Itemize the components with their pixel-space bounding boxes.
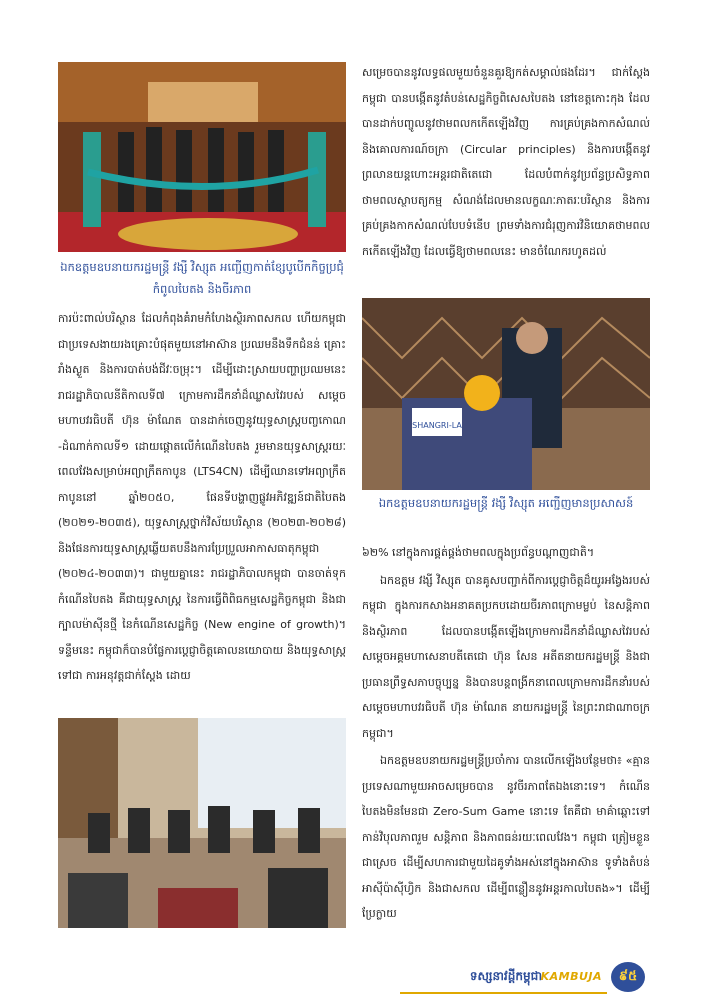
page-number: ៩៥ (611, 962, 645, 992)
page-footer (0, 960, 707, 1000)
ribbon-cutting-photo (58, 62, 346, 252)
magazine-title: ទស្សនាវដ្ដីកម្ពុជា (469, 969, 542, 983)
right-paragraph-1: ៦២% នៅក្នុងការផ្គត់ផ្គង់ថាមពលក្នុងប្រព័ន្ធបណ្ដាញជាតិ។ (362, 546, 595, 559)
footer-divider (400, 992, 607, 994)
photo1-caption: ឯកឧត្តមឧបនាយករដ្ឋមន្ត្រី វង្សី វិស្សុត អញ្ជើញកាត់ខ្សែបូបើកកិច្ចប្រជុំកំពូលបៃតង និងចីរភាព (60, 260, 344, 296)
right-column-top-text (362, 60, 650, 292)
magazine-brand: KAMBUJA (540, 970, 602, 983)
left-column-text (58, 306, 346, 710)
meeting-photo (58, 718, 346, 928)
svg-text:SHANGRI-LA: SHANGRI-LA (412, 421, 462, 430)
right-paragraph-2: ឯកឧត្តម វង្សី វិស្សុត បានគូសបញ្ជាក់ពីការប្ដេជ្ញាចិត្តដ៏យូរអង្វែងរបស់កម្ពុជា ក្នុងការកសាងអនាគតប្រកបដោយចីរភាពក្រោមម្លប់ នៃសន្តិភាព និងស្ថិរភាព ដែលបានបង្កើតឡើងក្រោមការដឹកនាំដ៏ឈ្លាសវៃរបស់ សម្ដេចអគ្គមហាសេនាបតីតេជោ ហ៊ុន សែន អតីតនាយករដ្ឋមន្ត្រី និងជាប្រធានព្រឹទ្ធសភាបច្ចុប្បន្ន និងបានបន្តពង្រីកនាពេលក្រោមការដឹកនាំរបស់ សម្ដេចមហាបវរធិបតី ហ៊ុន ម៉ាណែត នាយករដ្ឋមន្ត្រី នៃព្រះរាជាណាចក្រកម្ពុជា។ (362, 573, 650, 740)
photo2-caption: ឯកឧត្តមឧបនាយករដ្ឋមន្ត្រី វង្សី វិស្សុត អញ្ជើញមានប្រសាសន៍ (378, 496, 634, 510)
left-paragraph: ការប៉ះពាល់បរិស្ថាន ដែលកំពុងគំរាមកំហែងស្ថិរភាពសកល ហើយកម្ពុជា ជាប្រទេសងាយរងគ្រោះបំផុតមួយនៅអាស៊ាន ប្រឈមនឹងទឹកជំនន់ គ្រោះរាំងស្ងួត និងការបាត់បង់ជីវៈចម្រុះ។ ដើម្បីដោះស្រាយបញ្ហាប្រឈមនេះ រាជរដ្ឋាភិបាលនីតិកាលទី៧ ក្រោមការដឹកនាំដ៏ឈ្លាសវៃរបស់ សម្ដេចមហាបវរធិបតី ហ៊ុន ម៉ាណែត បានដាក់ចេញនូវយុទ្ធសាស្ត្របញ្ចកោណ -ដំណាក់កាលទី១ ដោយផ្ដោតលើកំណើនបៃតង រួមមានយុទ្ធសាស្ត្ររយៈពេលវែងសម្រាប់អព្យាក្រឹតកាបូន (LTS4CN) ដើម្បីឈានទៅអព្យាក្រឹតកាបូននៅ ឆ្នាំ២០៥០, ផែនទីបង្ហាញផ្លូវអភិវឌ្ឍន៍ជាតិបៃតង (២០២១-២០៣៥), យុទ្ធសាស្ត្រថ្នាក់វិស័យបរិស្ថាន (២០២៣-២០២៨) និងផែនការយុទ្ធសាស្ត្រឆ្លើយតបនឹងការប្រែប្រួលអាកាសធាតុកម្ពុជា (២០២៤-២០៣៣)។ ជាមួយគ្នានេះ រាជរដ្ឋាភិបាលកម្ពុជា បានចាត់ទុកកំណើនបៃតង គឺជាយុទ្ធសាស្ត្រ នៃការធ្វើពិពិធកម្មសេដ្ឋកិច្ចកម្ពុជា និងជាក្បាលម៉ាស៊ីនថ្មី នៃកំណើនសេដ្ឋកិច្ច (New engine of growth)។ ទន្ទឹមនេះ កម្ពុជាក៏បានបំផ្លែការប្ដេជ្ញាចិត្តគោលនយោបាយ និងយុទ្ធសាស្ត្រទៅជា ការអនុវត្តជាក់ស្ដែង ដោយ (58, 312, 346, 682)
right-paragraph-3: ឯកឧត្តមឧបនាយករដ្ឋមន្ត្រីប្រចាំការ បានលើកឡើងបន្ថែមថា៖ «គ្មានប្រទេសណាមួយអាចសម្រេចបាន នូវចីរភាពតែឯងនោះទេ។ កំណើនបៃតងមិនមែនជា Zero-Sum Game នោះទេ តែគឺជា មាគ៌ាឆ្ពោះទៅកាន់វិបុលភាពរួម សន្តិភាព និងភាពធន់រយៈពេលវែង។ កម្ពុជា ត្រៀមខ្លួនជាស្រេច ដើម្បីសហការជាមួយដៃគូទាំងអស់នៅក្នុងអាស៊ាន ទូទាំងតំបន់អាស៊ីប៉ាស៊ីហ្វិក និងជាសកល ដើម្បីពន្លឿននូវអន្តរកាលបៃតង»។ ដើម្បីប្រែក្លាយ (362, 754, 650, 920)
right-top-paragraph: សម្រេចបាននូវលទ្ធផលមួយចំនួនគួរឱ្យកត់សម្គាល់ផងដែរ។ ជាក់ស្ដែង កម្ពុជា បានបង្កើតនូវតំបន់សេដ្ឋកិច្ចពិសេសបៃតង នៅខេត្តកោះកុង ដែលបានដាក់បញ្ចូលនូវថាមពលកកើតឡើងវិញ ការគ្រប់គ្រងកាកសំណល់ និងគោលការណ៍ចក្រា (Circular principles) និងការបង្កើតនូវ ព្រលានយន្តហោះអន្តរជាតិតេជោ ដែលបំពាក់នូវប្រព័ន្ធប្រសិទ្ធភាពថាមពលស្ថាបត្យកម្ម សំណង់ដែលមានលក្ខណៈភាតរៈបរិស្ថាន និងការគ្រប់គ្រងកាកសំណល់បែបទំនើប ព្រមទាំងការជំរុញការវិនិយោគថាមពលកកើតឡើងវិញ ដែលធ្វើឱ្យថាមពលនេះ មានចំណែករហូតដល់ (362, 66, 650, 258)
right-column-lower-text (362, 540, 650, 952)
speaker-photo (362, 298, 650, 490)
